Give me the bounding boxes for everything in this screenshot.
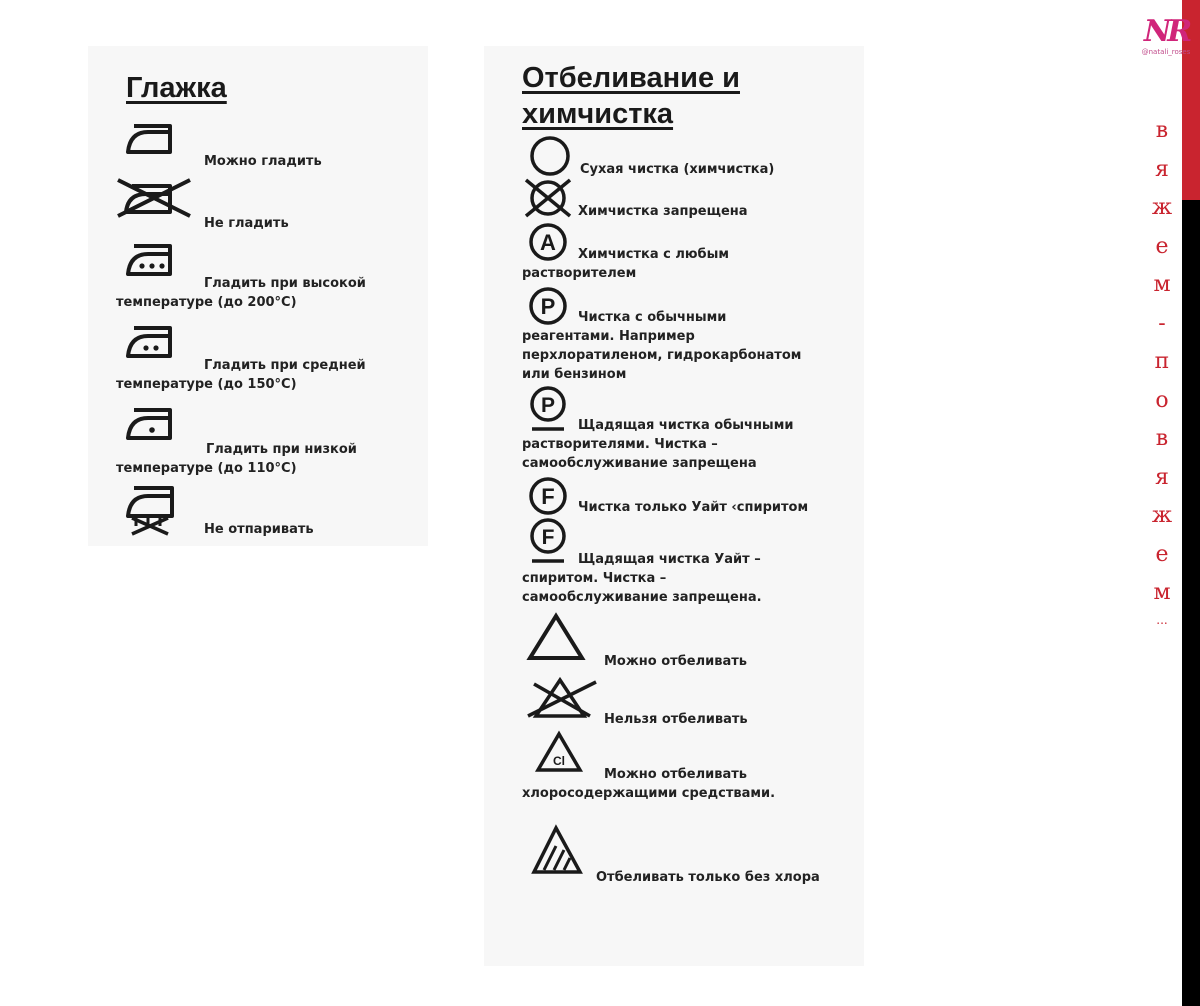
no-steam-iron-icon bbox=[122, 482, 186, 536]
cleaning-label-7: Можно отбеливать bbox=[604, 654, 747, 669]
ironing-title: Глажка bbox=[126, 72, 227, 104]
brand-logo-text: NR bbox=[1143, 14, 1189, 49]
vertical-letter: м bbox=[1153, 580, 1171, 605]
vertical-letter: я bbox=[1155, 156, 1169, 182]
vertical-letter: п bbox=[1154, 349, 1170, 374]
cleaning-label-5: Чистка только Уайт ‹спиритом bbox=[578, 500, 809, 515]
svg-text:F: F bbox=[541, 526, 555, 549]
ironing-label-1: Не гладить bbox=[204, 216, 289, 231]
cleaning-label-8: Нельзя отбеливать bbox=[604, 712, 748, 727]
triangle-striped-icon bbox=[530, 824, 590, 878]
vertical-letter: - bbox=[1158, 310, 1166, 336]
cleaning-label-2: Химчистка с любым растворителем bbox=[522, 247, 730, 281]
cleaning-label-6: Щадящая чистка Уайт – спиритом. Чистка – самообслуживание запрещена. bbox=[522, 552, 762, 605]
svg-text:Cl: Cl bbox=[553, 754, 565, 768]
triangle-icon bbox=[526, 612, 586, 662]
iron-crossed-icon bbox=[114, 178, 194, 218]
vertical-letter: ж bbox=[1151, 503, 1173, 528]
brand-logo-subtitle: @natali_roses bbox=[1141, 48, 1191, 56]
vertical-letter: ... bbox=[1156, 612, 1168, 627]
svg-text:P: P bbox=[540, 394, 556, 417]
brand-logo bbox=[1138, 16, 1194, 66]
ironing-label-2: Гладить при высокой температуре (до 200°C) bbox=[116, 276, 366, 310]
vertical-letter: о bbox=[1155, 387, 1169, 413]
cleaning-label-10: Отбеливать только без хлора bbox=[596, 870, 820, 885]
brand-vertical-text bbox=[1148, 112, 1176, 627]
circle-f-icon bbox=[526, 474, 570, 518]
vertical-letter: в bbox=[1155, 118, 1169, 143]
iron-icon bbox=[124, 118, 184, 158]
triangle-crossed-icon bbox=[524, 676, 600, 720]
svg-text:P: P bbox=[540, 294, 556, 319]
ironing-label-5: Не отпаривать bbox=[204, 522, 314, 537]
ironing-label-4: Гладить при низкой температуре (до 110°C) bbox=[116, 442, 357, 476]
ironing-label-3: Гладить при средней температуре (до 150°C) bbox=[116, 358, 366, 392]
vertical-letter: м bbox=[1153, 272, 1171, 297]
svg-text:F: F bbox=[541, 484, 555, 509]
ironing-label-0: Можно гладить bbox=[204, 154, 322, 169]
iron-one-dot-icon bbox=[124, 404, 184, 444]
vertical-letter: ж bbox=[1151, 195, 1173, 220]
vertical-letter: е bbox=[1155, 233, 1169, 259]
svg-text:A: A bbox=[540, 230, 556, 255]
vertical-letter: в bbox=[1155, 426, 1169, 451]
vertical-letter: е bbox=[1155, 541, 1169, 567]
cleaning-label-4: Щадящая чистка обычными растворителями. Чистка – самообслуживание запрещена bbox=[522, 418, 794, 471]
cleaning-label-9: Можно отбеливать хлоросодержащими средствами. bbox=[522, 767, 776, 801]
cleaning-label-3: Чистка с обычными реагентами. Например перхлоратиленом, гидрокарбонатом или бензином bbox=[522, 310, 802, 382]
cleaning-label-0: Сухая чистка (химчистка) bbox=[580, 162, 775, 177]
circle-icon bbox=[528, 134, 572, 178]
cleaning-title: Отбеливание и химчистка bbox=[522, 62, 740, 130]
circle-crossed-icon bbox=[522, 176, 574, 220]
cleaning-label-1: Химчистка запрещена bbox=[578, 204, 748, 219]
vertical-letter: я bbox=[1155, 464, 1169, 490]
